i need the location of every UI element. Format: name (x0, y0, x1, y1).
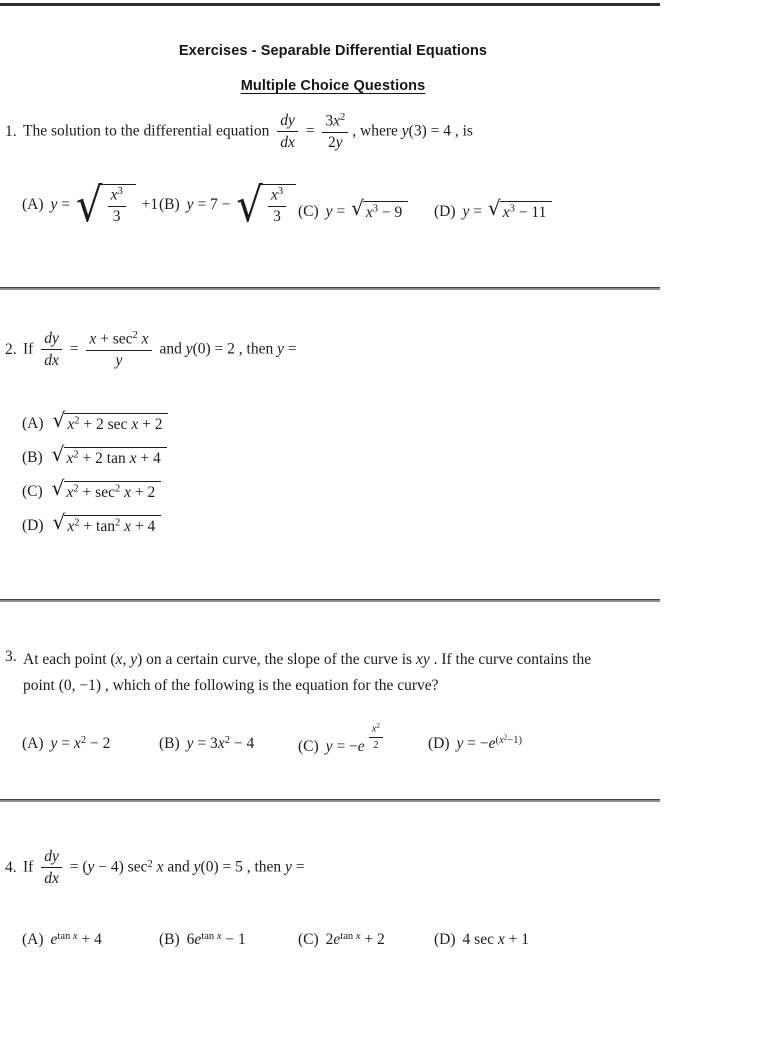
question-2-choice-c (22, 476, 163, 503)
choice-math: √ $x^2 + 2$ sec x + 2 (51, 415, 171, 432)
choice-math: y = 7 − √ $\frac{x^3}{3}$ (187, 196, 298, 213)
question-2-text: If $\frac{dy}{dx}$ = $x + \sec^2 x$ y and y(0) = 2 , then y = (23, 330, 297, 370)
question-4-text: If $\frac{dy}{dx}$ = (y − 4) $\sec^2 x$ and y(0) = 5 , then y = (23, 848, 305, 887)
choice-label: (B) (22, 448, 43, 466)
page-subtitle: Multiple Choice Questions (240, 78, 426, 94)
choice-label: (A) (22, 735, 44, 752)
question-4-choice-d (434, 930, 529, 950)
choice-label: (D) (428, 735, 450, 752)
divider-top (0, 3, 660, 6)
question-3-choice-c (298, 721, 387, 764)
question-4-number: 4. (5, 858, 17, 876)
choice-label: (B) (159, 931, 180, 948)
question-2-choice-b (22, 442, 169, 469)
page-title: Exercises - Separable Differential Equations (178, 43, 488, 59)
choice-math: $y = 3x^2 - 4$ (186, 735, 255, 752)
choice-label: (B) (159, 195, 180, 213)
choice-math: $y = -e^{(x^2-1)}$ (456, 733, 523, 752)
choice-label: (C) (298, 931, 319, 948)
question-2-choice-d (22, 510, 163, 537)
choice-math: √ $x^2 + \tan^2 x + 4$ (51, 517, 164, 534)
choice-label: (D) (434, 202, 456, 220)
question-1-choice-a (22, 177, 159, 232)
choice-math: √ $x^2 + 2$ tan x + 4 (50, 449, 169, 466)
choice-math: $6e^{tan x} - 1$ (186, 931, 246, 948)
question-3-number: 3. (5, 648, 17, 665)
choice-label: (A) (22, 195, 44, 213)
choice-label: (B) (159, 735, 180, 752)
question-1-choice-d (434, 196, 554, 223)
question-4-choice-c (298, 930, 385, 950)
choice-math: $e^{tan x} + 4$ (50, 931, 102, 948)
choice-label: (C) (22, 482, 43, 500)
divider-3 (0, 799, 660, 802)
choice-math: y = √ $x^3 - 11$ (463, 203, 555, 220)
question-3-line-2: point (0, −1) , which of the following is the equation for the curve? (23, 677, 439, 694)
choice-label: (A) (22, 931, 44, 948)
question-1-choice-c (298, 196, 410, 223)
question-3-line-1: At each point (x, y) on a certain curve, the slope of the curve is xy . If the curve contains the (23, 651, 592, 668)
divider-2 (0, 599, 660, 602)
choice-label: (A) (22, 414, 44, 432)
choice-label: (D) (434, 931, 456, 948)
question-3-choice-d (428, 734, 522, 754)
question-4-choice-a (22, 930, 102, 950)
choice-math: y = √ $\frac{x^3}{3}$ +1 (50, 177, 159, 232)
choice-math: y = √ $x^3 - 9$ (326, 203, 411, 220)
choice-math: y = −e $^{\frac{x^2}{2}}$ (326, 738, 387, 755)
choice-math: $2e^{tan x} + 2$ (325, 931, 385, 948)
question-3-stem (5, 647, 591, 699)
question-1-text: The solution to the differential equation $\frac{dy}{dx}$ = $\frac{3x^2}{2y}$ , where y(3) = 4 , is (23, 112, 473, 152)
question-2-choice-a (22, 408, 170, 435)
question-4-stem (5, 848, 305, 888)
question-4-choice-b (159, 930, 246, 950)
choice-label: (C) (298, 738, 319, 756)
question-2-stem (5, 330, 297, 370)
question-3-choice-a (22, 734, 110, 754)
question-1-number: 1. (5, 122, 17, 140)
choice-math: 4 sec x + 1 (462, 931, 529, 948)
question-2-number: 2. (5, 340, 17, 358)
choice-math: √ $x^2 + \sec^2 x + 2$ (50, 483, 164, 500)
question-3-choice-b (159, 734, 254, 754)
question-1-stem (5, 112, 473, 152)
divider-1 (0, 287, 660, 290)
choice-label: (C) (298, 202, 319, 220)
question-1-choice-b (159, 177, 298, 232)
choice-math: $y = x^2 - 2$ (50, 735, 111, 752)
choice-label: (D) (22, 516, 44, 534)
